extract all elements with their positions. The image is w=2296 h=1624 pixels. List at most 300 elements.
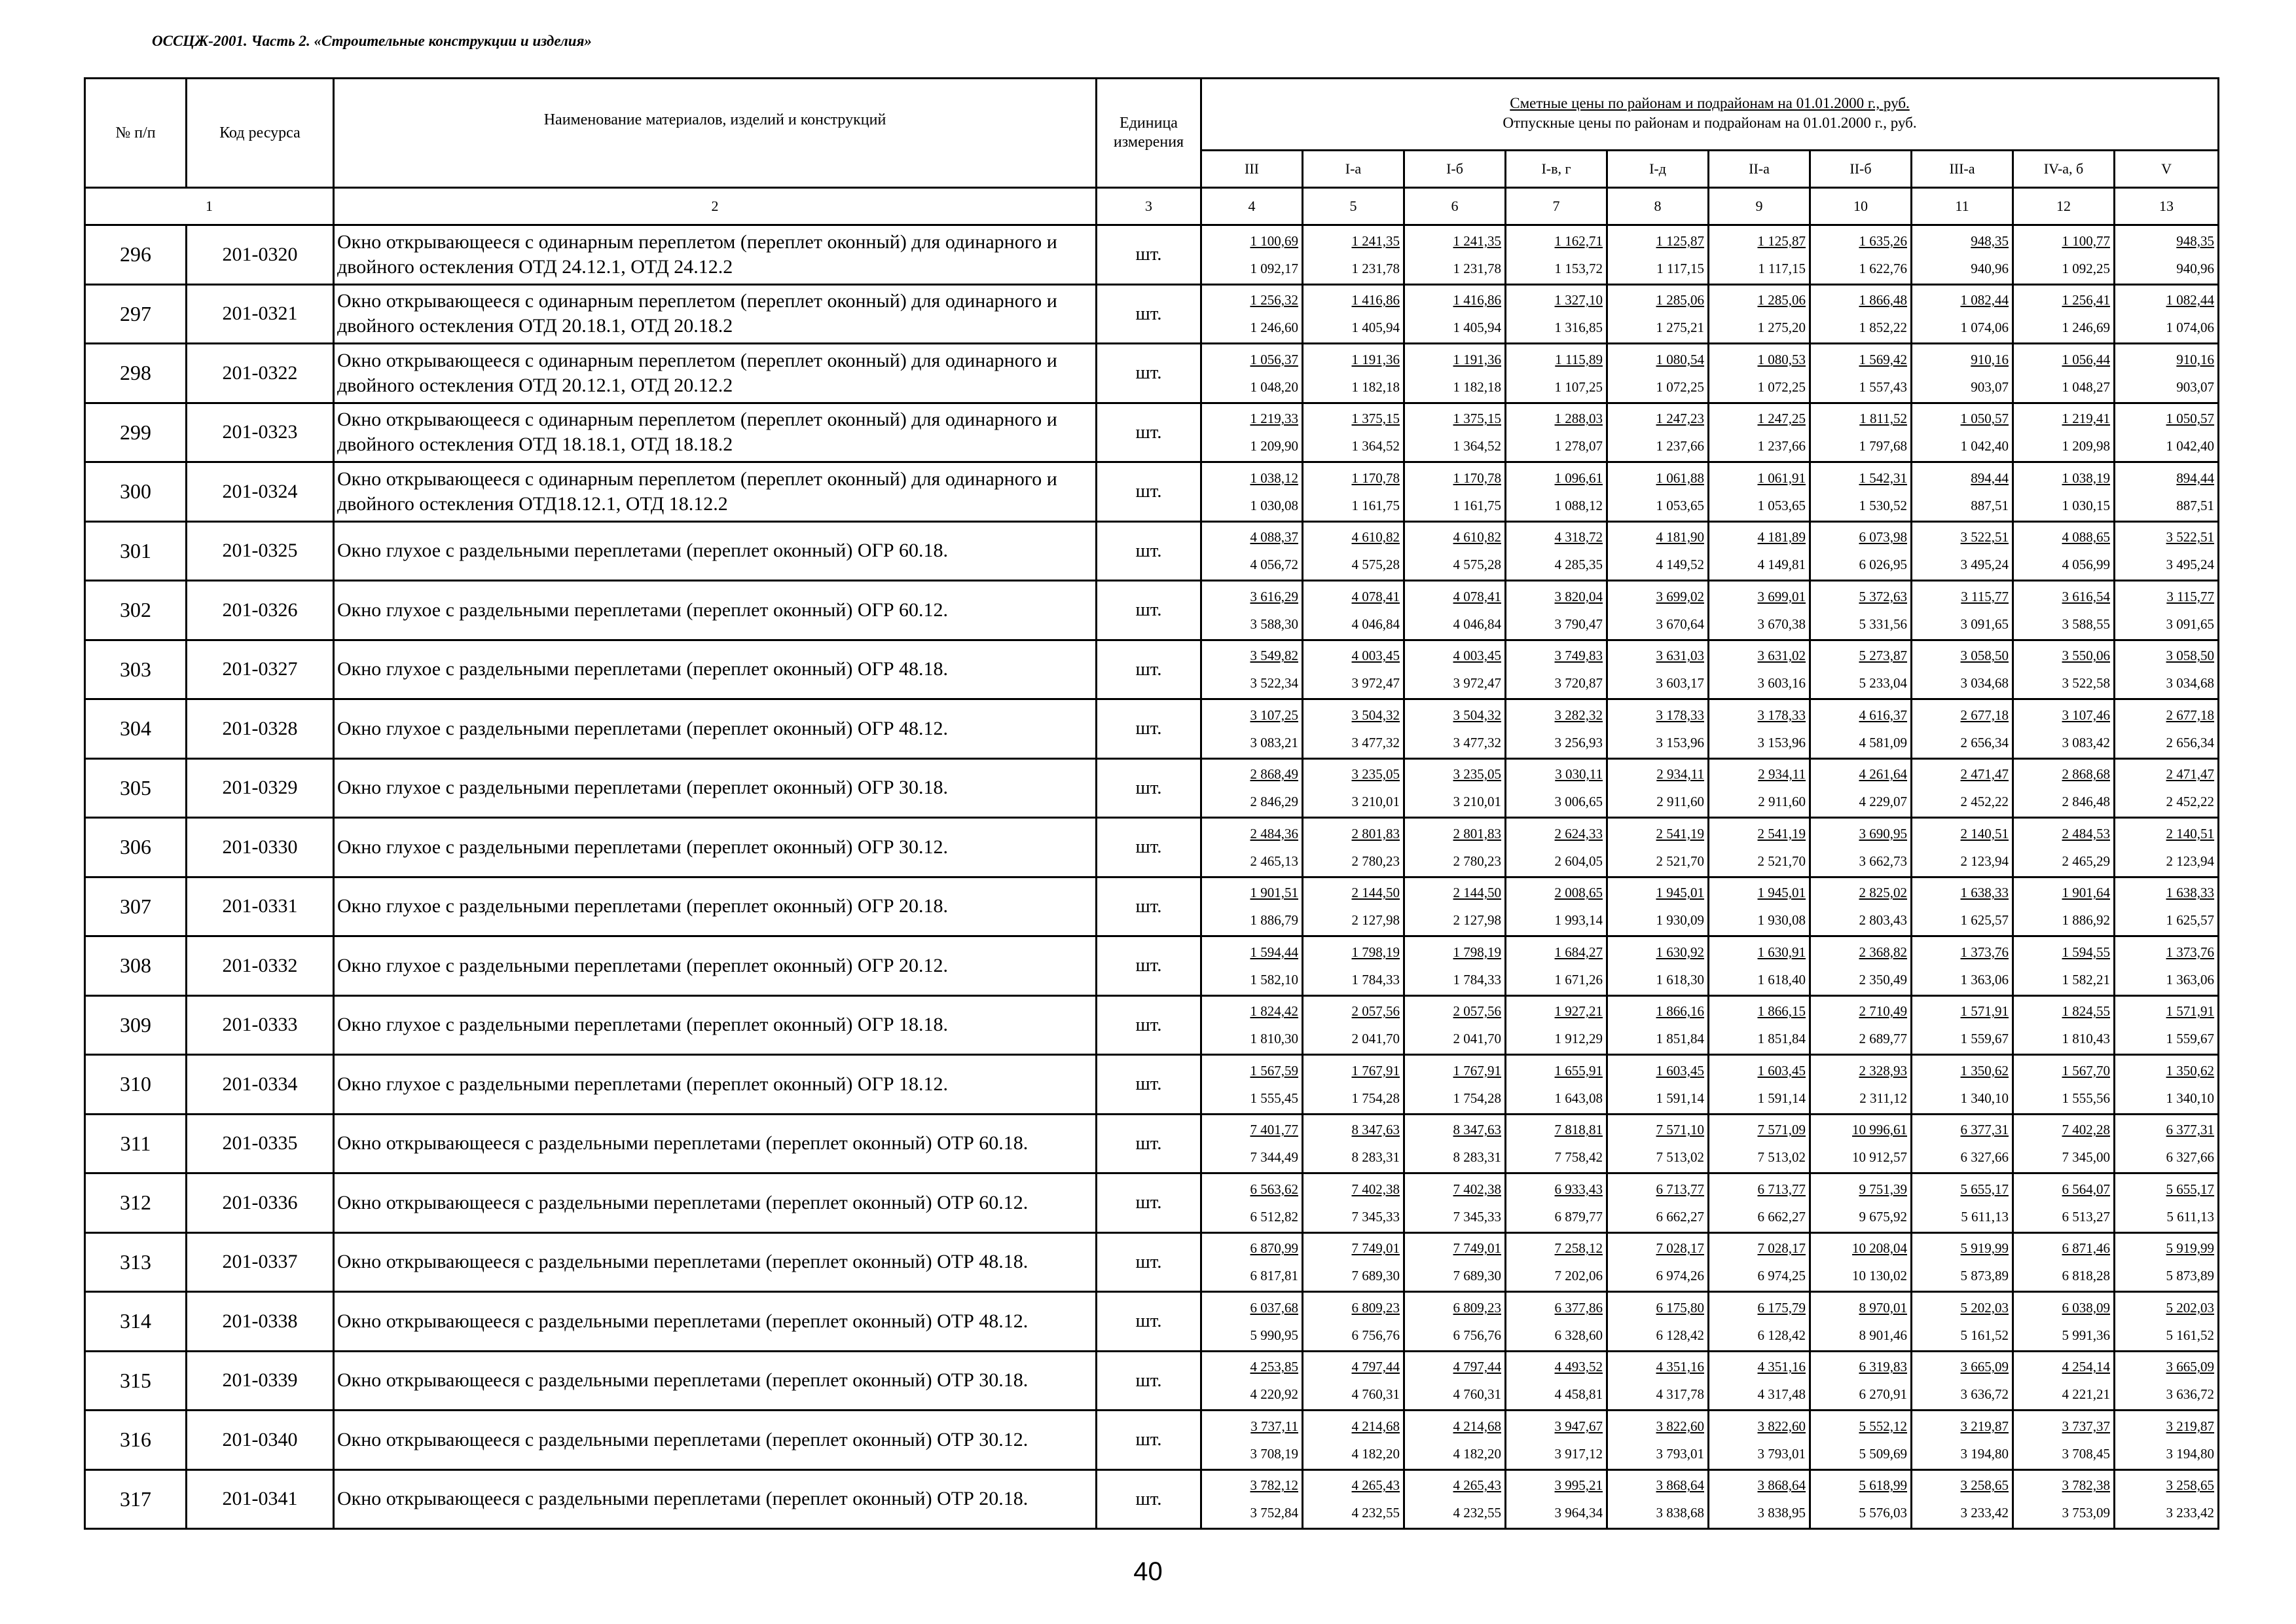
table-row [85,995,2219,1055]
price-cell [1201,640,1303,699]
price-cell [1404,521,1506,581]
resource-code: 201-0338 [187,1292,334,1352]
release-price: 2 123,94 [2166,853,2215,869]
release-price: 1 618,30 [1656,971,1704,987]
estimate-price: 6 377,31 [2166,1122,2215,1138]
price-cell [1404,284,1506,344]
price-cell [2115,1114,2219,1173]
estimate-price: 1 901,64 [2062,885,2110,901]
price-cell [1810,1232,1912,1292]
price-cell [1810,1292,1912,1352]
column-number: 5 [1303,188,1404,225]
resource-code: 201-0324 [187,462,334,522]
price-cell [1201,1351,1303,1411]
release-price: 3 522,58 [2062,675,2110,692]
estimate-price: 5 202,03 [1960,1299,2009,1316]
estimate-price: 3 178,33 [1656,707,1704,723]
estimate-price: 4 078,41 [1453,588,1501,604]
release-price: 1 852,22 [1859,320,1907,336]
release-price: 6 818,28 [2062,1268,2110,1284]
release-price: 6 662,27 [1656,1208,1704,1225]
price-cell [2115,1055,2219,1115]
price-cell [1709,1292,1810,1352]
estimate-price: 5 202,03 [2166,1299,2215,1316]
estimate-price: 948,35 [1971,232,2009,249]
resource-code: 201-0336 [187,1173,334,1233]
price-cell [2115,640,2219,699]
estimate-price: 2 144,50 [1351,885,1400,901]
price-cell [1506,581,1607,640]
release-price: 1 237,66 [1656,438,1704,454]
estimate-price: 10 208,04 [1852,1240,1907,1257]
estimate-price: 3 737,37 [2062,1418,2110,1434]
price-cell [1912,1469,2013,1529]
release-price: 5 611,13 [2166,1208,2215,1225]
estimate-price: 2 801,83 [1351,825,1400,841]
item-name: Окно глухое с раздельными переплетами (переплет оконный) ОГР 30.18. [334,758,1097,818]
release-price: 3 091,65 [2166,616,2215,632]
price-cell [1912,640,2013,699]
price-cell [1201,877,1303,936]
price-cell [1912,225,2013,285]
unit-cell: шт. [1097,699,1201,759]
estimate-price: 2 471,47 [1960,766,2009,783]
release-price: 1 209,98 [2062,438,2110,454]
table-row [85,344,2219,403]
estimate-price: 7 258,12 [1554,1240,1603,1257]
estimate-price: 3 504,32 [1351,707,1400,723]
estimate-price: 3 665,09 [2166,1359,2215,1375]
region-header: V [2115,151,2219,188]
release-price: 6 974,25 [1757,1268,1806,1284]
release-price: 1 930,09 [1656,912,1704,929]
price-cell [2013,1114,2115,1173]
release-price: 4 575,28 [1453,557,1501,573]
price-cell [1709,344,1810,403]
price-cell [2013,1055,2115,1115]
table-row [85,225,2219,285]
price-cell [2115,284,2219,344]
price-cell [2013,758,2115,818]
release-price: 1 405,94 [1453,320,1501,336]
release-price: 903,07 [2176,378,2215,395]
estimate-price: 1 901,51 [1250,885,1298,901]
estimate-price: 2 624,33 [1554,825,1603,841]
price-cell [1607,1411,1709,1470]
item-name: Окно открывающееся с одинарным переплетом (переплет оконный) для одинарного и двойного остекления ОТД18.12.1, ОТД 18.12.2 [334,462,1097,522]
release-price: 1 557,43 [1859,378,1907,395]
estimate-price: 5 552,12 [1859,1418,1907,1434]
row-number: 310 [85,1055,187,1115]
release-price: 2 846,48 [2062,794,2110,810]
estimate-price: 1 350,62 [1960,1062,2009,1079]
price-cell [1607,581,1709,640]
row-number: 300 [85,462,187,522]
price-cell [1303,640,1404,699]
price-cell [2013,936,2115,996]
estimate-price: 1 247,23 [1656,411,1704,427]
release-price: 3 917,12 [1554,1445,1603,1462]
estimate-price: 3 616,29 [1250,588,1298,604]
estimate-price: 3 549,82 [1250,648,1298,664]
resource-code: 201-0341 [187,1469,334,1529]
estimate-price: 2 057,56 [1351,1003,1400,1020]
estimate-price: 5 618,99 [1859,1477,1907,1494]
release-price: 1 161,75 [1351,497,1400,513]
price-cell [1404,1114,1506,1173]
estimate-price: 1 061,88 [1656,470,1704,486]
release-price: 6 817,81 [1250,1268,1298,1284]
release-price: 4 317,78 [1656,1386,1704,1403]
price-cell [1912,284,2013,344]
price-cell [1912,758,2013,818]
release-price: 1 405,94 [1351,320,1400,336]
estimate-price: 1 767,91 [1351,1062,1400,1079]
unit-cell: шт. [1097,877,1201,936]
release-price: 7 345,33 [1351,1208,1400,1225]
estimate-price: 4 493,52 [1554,1359,1603,1375]
estimate-price: 1 373,76 [1960,944,2009,960]
estimate-price: 1 256,32 [1250,292,1298,308]
release-price: 1 643,08 [1554,1090,1603,1106]
estimate-price: 6 037,68 [1250,1299,1298,1316]
estimate-price: 7 571,10 [1656,1122,1704,1138]
price-cell [1506,284,1607,344]
price-cell [1404,640,1506,699]
estimate-price: 6 871,46 [2062,1240,2110,1257]
estimate-price: 3 947,67 [1554,1418,1603,1434]
release-price: 3 662,73 [1859,853,1907,869]
price-cell [1709,1232,1810,1292]
row-number: 301 [85,521,187,581]
price-cell [2013,225,2115,285]
resource-code: 201-0331 [187,877,334,936]
table-row [85,1411,2219,1470]
price-cell [2013,581,2115,640]
release-price: 2 350,49 [1859,971,1907,987]
estimate-price: 6 870,99 [1250,1240,1298,1257]
price-cell [2115,818,2219,877]
release-price: 2 127,98 [1351,912,1400,929]
release-price: 1 042,40 [1960,438,2009,454]
estimate-price: 2 328,93 [1859,1062,1907,1079]
release-price: 10 912,57 [1852,1149,1907,1166]
release-price: 4 458,81 [1554,1386,1603,1403]
release-price: 1 048,27 [2062,378,2110,395]
estimate-price: 3 699,01 [1757,588,1806,604]
price-cell [2013,344,2115,403]
column-number: 12 [2013,188,2115,225]
table-row [85,1469,2219,1529]
estimate-price: 2 934,11 [1758,766,1806,783]
price-cell [1607,284,1709,344]
release-price: 2 780,23 [1453,853,1501,869]
release-price: 7 513,02 [1757,1149,1806,1166]
release-price: 1 237,66 [1757,438,1806,454]
estimate-price: 1 170,78 [1453,470,1501,486]
release-price: 2 465,13 [1250,853,1298,869]
estimate-price: 910,16 [2176,351,2215,367]
price-cell [1607,1232,1709,1292]
estimate-price: 2 868,68 [2062,766,2110,783]
release-price: 3 522,34 [1250,675,1298,692]
price-cell [1201,1173,1303,1233]
estimate-price: 1 630,92 [1656,944,1704,960]
price-cell [1201,1469,1303,1529]
price-cell [1912,995,2013,1055]
item-name: Окно глухое с раздельными переплетами (переплет оконный) ОГР 18.12. [334,1055,1097,1115]
price-cell [1201,1292,1303,1352]
release-price: 3 793,01 [1656,1445,1704,1462]
resource-code: 201-0334 [187,1055,334,1115]
item-name: Окно открывающееся с раздельными переплетами (переплет оконный) ОТР 20.18. [334,1469,1097,1529]
release-price: 3 256,93 [1554,734,1603,750]
estimate-price: 7 401,77 [1250,1122,1298,1138]
release-price: 1 797,68 [1859,438,1907,454]
estimate-price: 6 073,98 [1859,529,1907,545]
estimate-price: 1 866,48 [1859,292,1907,308]
release-price: 4 182,20 [1453,1445,1501,1462]
price-cell [1709,699,1810,759]
table-row [85,640,2219,699]
price-cell [1404,936,1506,996]
price-cell [1303,1351,1404,1411]
price-cell [2115,936,2219,996]
release-price: 887,51 [2176,497,2215,513]
release-price: 1 912,29 [1554,1031,1603,1047]
price-cell [1404,1055,1506,1115]
row-number: 296 [85,225,187,285]
price-cell [2115,699,2219,759]
price-cell [1201,462,1303,522]
estimate-price: 1 567,59 [1250,1062,1298,1079]
estimate-price: 3 868,64 [1757,1477,1806,1494]
price-cell [1607,936,1709,996]
release-price: 2 041,70 [1453,1031,1501,1047]
price-cell [1810,1411,1912,1470]
price-cell [1607,1292,1709,1352]
region-header: I-а [1303,151,1404,188]
release-price: 5 233,04 [1859,675,1907,692]
price-cell [1810,936,1912,996]
release-price: 887,51 [1971,497,2009,513]
price-cell [1303,344,1404,403]
row-number: 298 [85,344,187,403]
table-row [85,1173,2219,1233]
row-number: 312 [85,1173,187,1233]
price-cell [1912,1351,2013,1411]
estimate-price: 1 219,33 [1250,411,1298,427]
price-cell [1709,1351,1810,1411]
price-cell [2115,1351,2219,1411]
price-cell [1607,699,1709,759]
table-row [85,284,2219,344]
estimate-price: 2 541,19 [1656,825,1704,841]
estimate-price: 1 927,21 [1554,1003,1603,1020]
estimate-price: 4 265,43 [1351,1477,1400,1494]
estimate-price: 1 100,77 [2062,232,2110,249]
release-price: 1 088,12 [1554,497,1603,513]
estimate-price: 1 056,37 [1250,351,1298,367]
estimate-price: 5 273,87 [1859,648,1907,664]
price-cell [1607,403,1709,462]
column-number: 4 [1201,188,1303,225]
release-price: 4 317,48 [1757,1386,1806,1403]
resource-code: 201-0340 [187,1411,334,1470]
price-cell [1607,995,1709,1055]
resource-code: 201-0320 [187,225,334,285]
release-price: 1 363,06 [2166,971,2215,987]
estimate-price: 6 809,23 [1453,1299,1501,1316]
release-price: 3 603,16 [1757,675,1806,692]
estimate-price: 3 782,38 [2062,1477,2110,1494]
price-cell [1810,758,1912,818]
release-price: 1 072,25 [1757,378,1806,395]
release-price: 1 363,06 [1960,971,2009,987]
resource-code: 201-0333 [187,995,334,1055]
estimate-price: 948,35 [2176,232,2215,249]
release-price: 3 034,68 [1960,675,2009,692]
item-name: Окно открывающееся с раздельными переплетами (переплет оконный) ОТР 48.18. [334,1232,1097,1292]
price-cell [1404,758,1506,818]
release-price: 903,07 [1971,378,2009,395]
estimate-price: 4 610,82 [1453,529,1501,545]
resource-code: 201-0335 [187,1114,334,1173]
release-price: 5 990,95 [1250,1327,1298,1343]
price-cell [1912,699,2013,759]
estimate-price: 1 082,44 [2166,292,2215,308]
estimate-price: 2 677,18 [2166,707,2215,723]
release-price: 1 246,69 [2062,320,2110,336]
release-price: 1 622,76 [1859,260,1907,276]
price-cell [1404,344,1506,403]
item-name: Окно открывающееся с раздельными переплетами (переплет оконный) ОТР 60.12. [334,1173,1097,1233]
release-price: 1 316,85 [1554,320,1603,336]
price-cell [1709,462,1810,522]
page-number: 40 [1133,1557,1163,1586]
release-price: 2 452,22 [2166,794,2215,810]
release-price: 7 345,00 [2062,1149,2110,1166]
release-price: 1 340,10 [2166,1090,2215,1106]
estimate-price: 1 824,42 [1250,1003,1298,1020]
estimate-price: 1 567,70 [2062,1062,2110,1079]
estimate-price: 3 522,51 [1960,529,2009,545]
price-cell [1709,818,1810,877]
estimate-price: 4 088,37 [1250,529,1298,545]
unit-cell: шт. [1097,581,1201,640]
price-cell [1404,1292,1506,1352]
release-price: 3 793,01 [1757,1445,1806,1462]
release-price: 1 625,57 [2166,912,2215,929]
release-price: 3 838,68 [1656,1505,1704,1521]
estimate-price: 2 057,56 [1453,1003,1501,1020]
release-price: 1 993,14 [1554,912,1603,929]
release-price: 2 041,70 [1351,1031,1400,1047]
unit-cell: шт. [1097,1114,1201,1173]
table-row [85,521,2219,581]
estimate-price: 4 351,16 [1757,1359,1806,1375]
price-cell [1607,344,1709,403]
estimate-price: 6 377,86 [1554,1299,1603,1316]
price-cell [1709,995,1810,1055]
estimate-price: 1 219,41 [2062,411,2110,427]
estimate-price: 1 798,19 [1453,944,1501,960]
row-number: 304 [85,699,187,759]
price-cell [1201,758,1303,818]
estimate-price: 3 504,32 [1453,707,1501,723]
estimate-price: 3 699,02 [1656,588,1704,604]
price-cell [1404,818,1506,877]
price-cell [1709,936,1810,996]
item-name: Окно открывающееся с одинарным переплетом (переплет оконный) для одинарного и двойного остекления ОТД 18.18.1, ОТД 18.18.2 [334,403,1097,462]
estimate-price: 7 028,17 [1656,1240,1704,1257]
row-number: 297 [85,284,187,344]
row-number: 315 [85,1351,187,1411]
price-cell [2013,284,2115,344]
table-row [85,877,2219,936]
estimate-price: 1 569,42 [1859,351,1907,367]
price-cell [2013,1173,2115,1233]
estimate-price: 1 866,15 [1757,1003,1806,1020]
price-cell [1810,225,1912,285]
estimate-price: 3 820,04 [1554,588,1603,604]
release-price: 1 092,25 [2062,260,2110,276]
price-cell [1506,877,1607,936]
price-cell [1912,936,2013,996]
price-cell [1709,758,1810,818]
price-cell [2013,1292,2115,1352]
release-price: 3 636,72 [1960,1386,2009,1403]
release-price: 3 194,80 [1960,1445,2009,1462]
price-cell [1303,403,1404,462]
release-price: 1 030,08 [1250,497,1298,513]
estimate-price: 1 080,54 [1656,351,1704,367]
price-cell [1201,1232,1303,1292]
release-price: 3 153,96 [1757,734,1806,750]
estimate-price: 1 038,12 [1250,470,1298,486]
price-cell [1709,1114,1810,1173]
estimate-price: 7 749,01 [1453,1240,1501,1257]
price-cell [1303,521,1404,581]
release-price: 1 246,60 [1250,320,1298,336]
release-price: 1 117,15 [1758,260,1806,276]
price-cell [1709,403,1810,462]
item-name: Окно открывающееся с одинарным переплетом (переплет оконный) для одинарного и двойного остекления ОТД 24.12.1, ОТД 24.12.2 [334,225,1097,285]
estimate-price: 1 241,35 [1453,232,1501,249]
release-price: 1 072,25 [1656,378,1704,395]
price-cell [1404,403,1506,462]
release-price: 1 364,52 [1453,438,1501,454]
estimate-price: 1 603,45 [1757,1062,1806,1079]
release-price: 1 209,90 [1250,438,1298,454]
estimate-price: 6 175,79 [1757,1299,1806,1316]
estimate-price: 2 368,82 [1859,944,1907,960]
resource-code: 201-0339 [187,1351,334,1411]
release-price: 1 074,06 [1960,320,2009,336]
estimate-price: 7 028,17 [1757,1240,1806,1257]
prices-title-estimate: Сметные цены по районам и подрайонам на 01.01.2000 г., руб. [1510,95,1910,111]
price-cell [1201,225,1303,285]
region-header: III [1201,151,1303,188]
price-cell [1607,758,1709,818]
estimate-price: 6 319,83 [1859,1359,1907,1375]
price-cell [2115,1292,2219,1352]
row-number: 306 [85,818,187,877]
estimate-price: 3 107,46 [2062,707,2110,723]
item-name: Окно открывающееся с раздельными переплетами (переплет оконный) ОТР 60.18. [334,1114,1097,1173]
price-cell [1201,344,1303,403]
price-cell [1709,225,1810,285]
